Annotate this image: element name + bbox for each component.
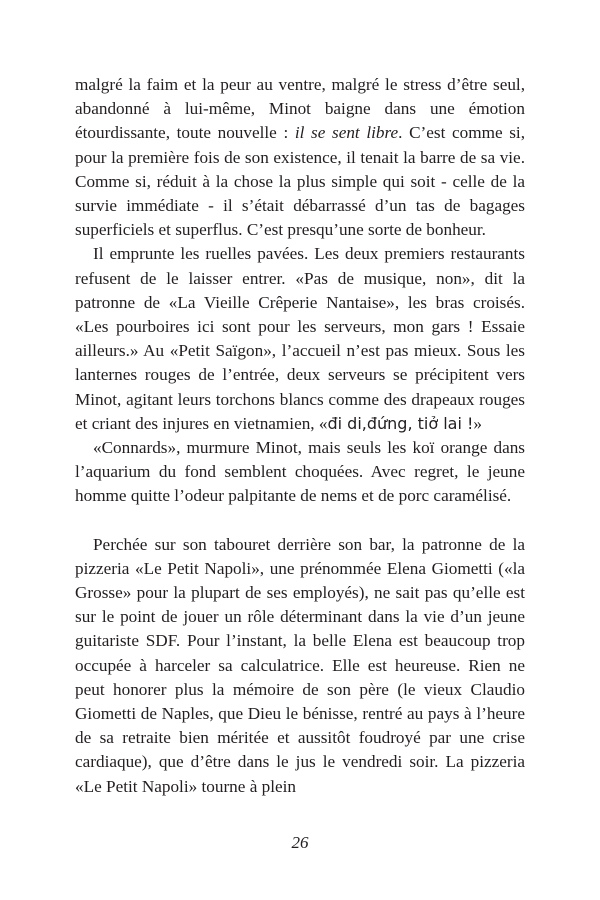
text-segment: Perchée sur son tabouret derrière son bar, la patronne de la pizzeria «Le Petit Napoli», une prénommée Elena Giometti («la Grosse» pour la plupart de ses employés), ne sait pas qu’elle est sur le point de jouer un rôle déterminant dans la vie d’un jeune guitariste SDF. Pour l’instant, la belle Elena est beaucoup trop occupée à harceler sa calculatrice. Elle est heureuse. Rien ne peut honorer plus la mémoire de son père (le vieux Claudio Giometti de Naples, que Dieu le bénisse, rentré au pays à l’heure de sa retraite bien méritée et aussitôt foudroyé par une crise cardiaque), que d’être dans le jus le vendredi soir. La pizzeria «Le Petit Napoli» tourne à plein bbox=[75, 534, 525, 796]
italic-text-segment: il se sent libre bbox=[294, 123, 399, 143]
text-segment: malgré la faim et la peur au ventre, malgré le stress d’être seul, abandonné à lui-même, Minot baigne dans une émotion étourdissante, toute nouvelle : bbox=[75, 75, 525, 143]
paragraph bbox=[75, 436, 525, 509]
vietnamese-quote: đi di,đứng, tiở lai ! bbox=[327, 413, 474, 433]
text-segment: «Connards», murmure Minot, mais seuls les koï orange dans l’aquarium du fond semblent choquées. Avec regret, le jeune homme quitte l’odeur palpitante de nems et de porc caramélisé. bbox=[75, 438, 525, 506]
text-segment: . C’est comme si, pour la première fois de son existence, il tenait la barre de sa vie. Comme si, réduit à la chose la plus simple qui soit - celle de la survie immédiate - il s’était débarrassé d’un tas de bagages superficiels et superflus. C’est presqu’une sorte de bonheur. bbox=[75, 123, 525, 240]
paragraph bbox=[75, 242, 525, 436]
paragraph bbox=[75, 533, 525, 799]
page-body bbox=[75, 73, 525, 799]
page-number: 26 bbox=[291, 833, 309, 852]
text-segment: » bbox=[473, 413, 483, 433]
text-segment: Il emprunte les ruelles pavées. Les deux premiers restaurants refusent de le laisser entrer. «Pas de musique, non», dit la patronne de «La Vieille Crêperie Nantaise», les bras croisés. «Les pourboires ici sont pour les serveurs, mon gars ! Essaie ailleurs.» Au «Petit Saïgon», l’accueil n’est pas mieux. Sous les lanternes rouges de l’entrée, deux serveurs se précipitent vers Minot, agitant leurs torchons blancs comme des drapeaux rouges et criant des injures en vietnamien, « bbox=[75, 244, 525, 433]
paragraph bbox=[75, 73, 525, 242]
